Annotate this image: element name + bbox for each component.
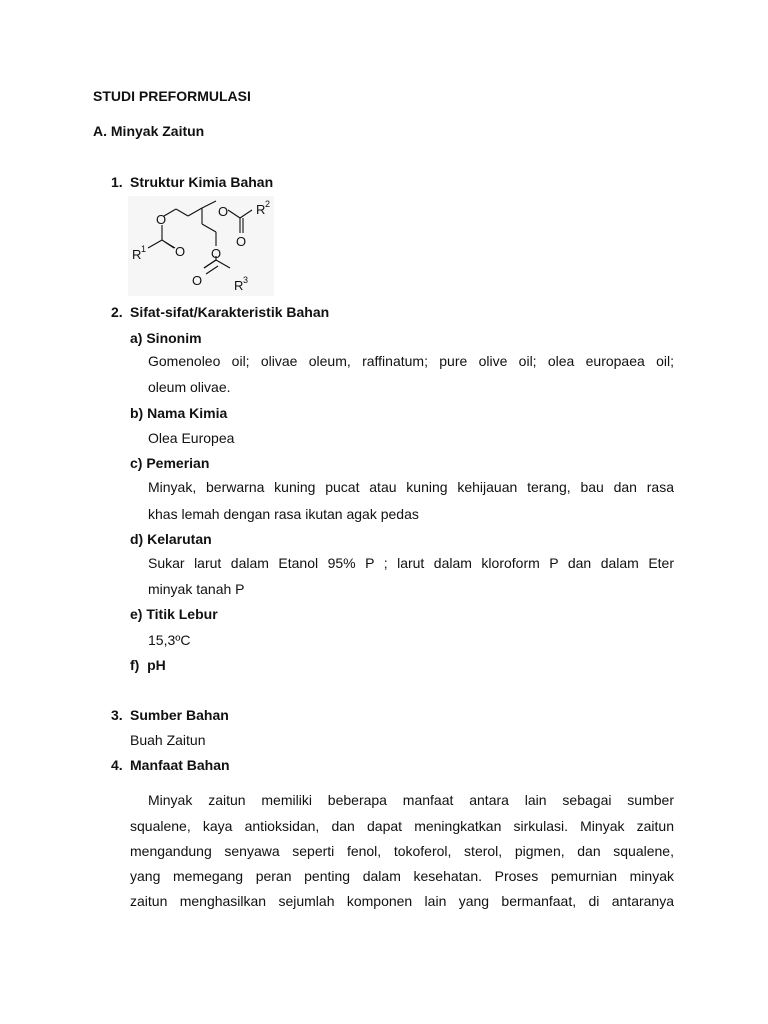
manfaat-paragraph-line-3: mengandung senyawa seperti fenol, tokoferol, sterol, pigmen, dan squalene,: [130, 843, 674, 859]
subheading-titik-lebur: e) Titik Lebur: [130, 606, 218, 622]
item-number-manfaat: 4.: [111, 757, 123, 773]
carbonyl-oxygen-top: O: [236, 234, 247, 249]
section-heading-minyak-zaitun: A. Minyak Zaitun: [93, 123, 205, 139]
subheading-ph: f) pH: [130, 657, 166, 673]
sumber-bahan-value: Buah Zaitun: [130, 732, 206, 748]
carbonyl-oxygen-bottom: O: [192, 273, 203, 288]
subheading-pemerian: c) Pemerian: [130, 455, 210, 471]
r3-label: R: [234, 278, 244, 293]
chemical-structure-image: [128, 196, 274, 296]
subheading-sinonim: a) Sinonim: [130, 330, 202, 346]
manfaat-paragraph-line-2: squalene, kaya antioksidan, dan dapat meningkatkan sirkulasi. Minyak zaitun: [130, 818, 674, 834]
carbonyl-oxygen-left: O: [175, 244, 186, 259]
sinonim-line-1: Gomenoleo oil; olivae oleum, raffinatum; pure olive oil; olea europaea oil;: [148, 353, 674, 369]
subheading-kelarutan: d) Kelarutan: [130, 531, 212, 547]
pemerian-line-2: khas lemah dengan rasa ikutan agak pedas: [148, 506, 419, 522]
pemerian-line-1: Minyak, berwarna kuning pucat atau kuning kehijauan terang, bau dan rasa: [148, 479, 674, 495]
r1-superscript: 1: [141, 244, 147, 254]
item-number-sumber: 3.: [111, 707, 123, 723]
oxygen-label-top-ester: O: [218, 204, 229, 219]
manfaat-paragraph-line-1: Minyak zaitun memiliki beberapa manfaat antara lain sebagai sumber: [148, 792, 674, 808]
oxygen-label-left-ester: O: [156, 212, 167, 227]
nama-kimia-value: Olea Europea: [148, 430, 235, 446]
manfaat-paragraph-line-4: yang memegang peran penting dalam kesehatan. Proses pemurnian minyak: [130, 868, 674, 884]
heading-sifat-karakteristik: Sifat-sifat/Karakteristik Bahan: [130, 304, 330, 320]
sinonim-line-2: oleum olivae.: [148, 379, 231, 395]
subheading-nama-kimia: b) Nama Kimia: [130, 405, 228, 421]
heading-struktur-kimia: Struktur Kimia Bahan: [130, 174, 274, 190]
r1-label: R: [132, 247, 142, 262]
triglyceride-structure-diagram: [128, 196, 274, 296]
kelarutan-line-1: Sukar larut dalam Etanol 95% P ; larut dalam kloroform P dan dalam Eter: [148, 555, 674, 571]
titik-lebur-value: 15,3ºC: [148, 632, 191, 648]
r3-superscript: 3: [243, 275, 249, 285]
kelarutan-line-2: minyak tanah P: [148, 581, 245, 597]
manfaat-paragraph-line-5: zaitun menghasilkan sejumlah komponen lain yang bermanfaat, di antaranya: [130, 893, 674, 909]
item-number-sifat: 2.: [111, 304, 123, 320]
item-number-struktur: 1.: [111, 174, 123, 190]
r2-label: R: [256, 202, 266, 217]
heading-sumber-bahan: Sumber Bahan: [130, 707, 229, 723]
r2-superscript: 2: [265, 199, 271, 209]
heading-manfaat-bahan: Manfaat Bahan: [130, 757, 230, 773]
document-title: STUDI PREFORMULASI: [93, 88, 251, 104]
oxygen-label-bottom-ester: O: [211, 246, 222, 261]
